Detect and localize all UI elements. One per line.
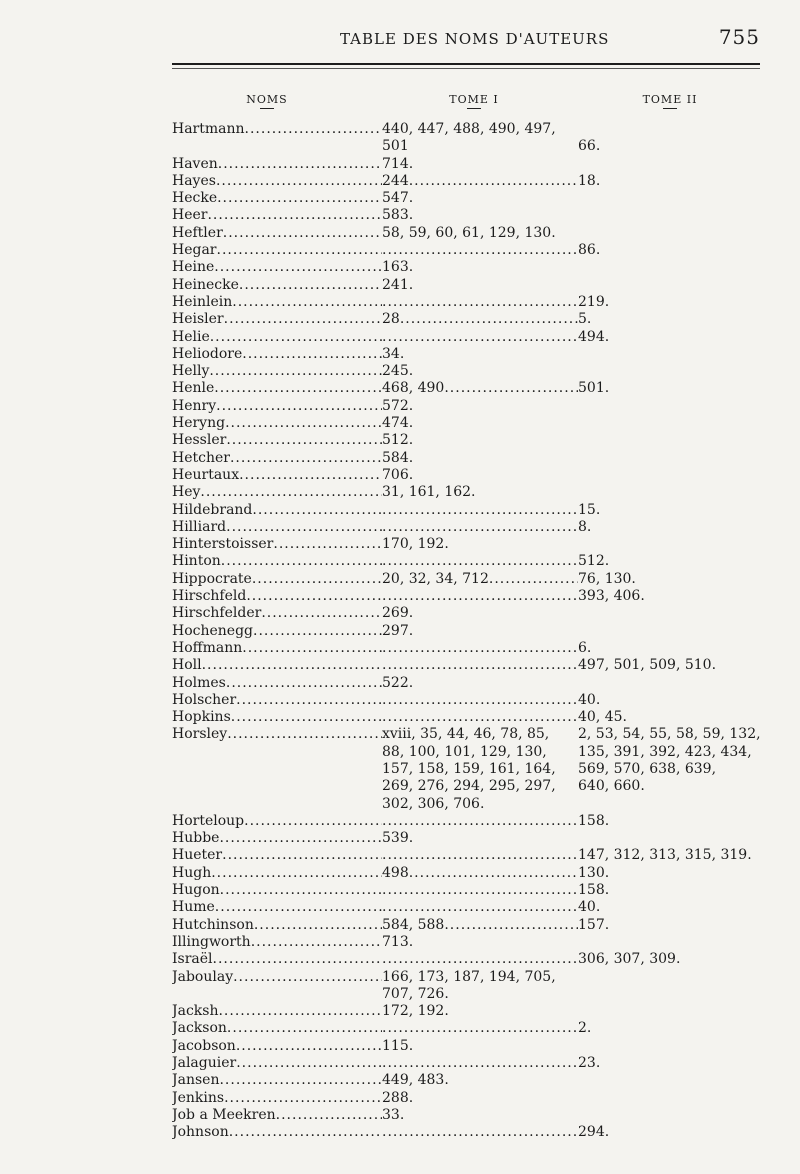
author-name: Jacksh [172,1003,219,1020]
dot-leader [382,813,578,830]
tome2-pages [578,259,772,276]
dot-leader [276,1107,382,1124]
dot-leader [382,553,578,570]
index-entry [172,1124,772,1141]
author-name: Hutchinson [172,916,254,933]
author-name: Holmes [172,674,226,691]
author-name: Heurtaux [172,466,240,483]
tome2-pages: 158. [578,882,610,899]
tome2-pages [578,605,772,622]
dot-leader [382,1124,578,1141]
dot-leader [225,415,382,432]
dot-leader [236,1055,382,1072]
index-entry [172,294,772,311]
author-name: Jaboulay [172,968,234,985]
tome1-pages: 474. [382,415,414,432]
tome2-pages: 501. [578,380,610,397]
author-name: Hirschfelder [172,605,262,622]
tome2-pages [578,346,772,363]
dot-leader [382,882,578,899]
index-entry [172,692,772,709]
tome2-pages [578,484,772,501]
index-entry [172,277,772,294]
dot-leader [252,571,382,588]
author-name: Henle [172,380,215,397]
dot-leader [251,934,382,951]
dot-leader [219,830,382,847]
dot-leader [224,311,382,328]
index-entry [172,553,772,570]
author-name: Hugh [172,864,212,881]
dot-leader [216,173,382,190]
index-entry [172,346,772,363]
dot-leader [382,1055,578,1072]
index-entry [172,467,772,484]
tome2-pages [578,190,772,207]
tome2-pages: 5. [578,311,592,328]
tome2-pages [578,969,772,1004]
dot-leader [246,588,382,605]
index-entry [172,329,772,346]
tome1-pages: 440, 447, 488, 490, 497, 501 [382,121,556,155]
tome2-pages: 66. [578,138,601,155]
tome1-pages: 241. [382,276,414,293]
tome2-pages [578,277,772,294]
dot-leader [229,1124,382,1141]
tome2-pages: 40. [578,691,601,708]
index-entry [172,571,772,588]
author-name: Heer [172,207,208,224]
author-name: Hochenegg [172,622,254,639]
tome1-pages: 166, 173, 187, 194, 705, 707, 726. [382,968,556,1002]
dot-leader [233,969,382,1004]
tome2-pages [578,415,772,432]
dot-leader [236,692,382,709]
index-entry [172,242,772,259]
author-name: Heisler [172,311,224,328]
author-name: Hegar [172,242,217,259]
tome1-pages: 245. [382,363,414,380]
dot-leader [209,363,382,380]
tome2-pages [578,156,772,173]
author-name: Illingworth [172,933,251,950]
dot-leader [242,640,382,657]
author-name: Holl [172,657,202,674]
dot-leader [227,1020,382,1037]
index-entry [172,709,772,726]
dot-leader [218,1003,382,1020]
dot-leader [239,467,382,484]
tome2-pages: 157. [578,916,610,933]
tome2-pages [578,675,772,692]
author-index [172,121,772,1142]
tome2-pages [578,1003,772,1020]
index-entry [172,519,772,536]
tome2-pages [578,830,772,847]
index-entry [172,207,772,224]
tome1-pages: 539. [382,830,414,847]
author-name: Henry [172,397,217,414]
tome2-pages: 40. [578,899,601,916]
tome2-pages: 15. [578,501,601,518]
dot-leader [222,847,382,864]
author-name: Heftler [172,224,223,241]
author-name: Johnson [172,1124,229,1141]
tome2-pages: 18. [578,172,601,189]
author-name: Hilliard [172,518,227,535]
tome1-pages: 244 [382,172,409,189]
tome2-pages [578,1090,772,1107]
author-name: Horsley [172,726,228,743]
dot-leader [382,519,578,536]
author-name: Hoffmann [172,639,243,656]
index-entry [172,121,772,156]
dot-leader [224,1090,382,1107]
tome2-pages [578,432,772,449]
header-rule-thin [172,68,760,69]
tome2-pages: 294. [578,1124,610,1141]
dot-leader [489,571,578,588]
dot-leader [409,865,578,882]
index-entry [172,259,772,276]
dot-leader [382,242,578,259]
dot-leader [382,640,578,657]
index-entry [172,588,772,605]
tome2-pages: 219. [578,293,610,310]
tome2-pages: 393, 406. [578,588,645,605]
author-name: Holscher [172,691,237,708]
tome2-pages [578,1038,772,1055]
index-entry [172,882,772,899]
running-head: TABLE DES NOMS D'AUTEURS [340,30,610,48]
dot-leader [216,398,382,415]
author-name: Hetcher [172,449,230,466]
dot-leader [382,588,578,605]
index-entry [172,432,772,449]
dot-leader [223,225,382,242]
tome1-pages: 34. [382,345,405,362]
author-name: Heine [172,259,215,276]
index-entry [172,398,772,415]
author-name: Hartmann [172,121,245,137]
dot-leader [221,553,382,570]
tome1-pages: 706. [382,466,414,483]
tome1-pages: 584. [382,449,414,466]
index-entry [172,865,772,882]
dot-leader [409,173,578,190]
author-name: Hayes [172,172,216,189]
tome2-pages: 23. [578,1055,601,1072]
dot-leader [400,311,578,328]
index-entry [172,605,772,622]
author-name: Heryng [172,415,226,432]
tome1-pages: 163. [382,259,414,276]
index-entry [172,415,772,432]
tome2-pages [578,207,772,224]
column-header-noms: NOMS [245,93,289,109]
dot-leader [242,346,382,363]
dot-leader [382,1020,578,1037]
author-name: Hubbe [172,830,220,847]
author-name: Horteloup [172,812,245,829]
dot-leader [217,242,383,259]
dot-leader [252,502,382,519]
tome2-pages [578,536,772,553]
dot-leader [382,657,578,674]
dot-leader [382,847,578,864]
author-name: Hippocrate [172,570,252,587]
tome2-pages [578,398,772,415]
tome2-pages: 2. [578,1020,592,1037]
author-name: Haven [172,155,218,172]
dot-leader [382,294,578,311]
tome2-pages: 147, 312, 313, 315, 319. [578,847,752,864]
tome2-pages: 497, 501, 509, 510. [578,657,717,674]
dot-leader [211,865,382,882]
author-name: Hume [172,899,215,916]
dot-leader [227,726,382,812]
dot-leader [214,380,382,397]
dot-leader [239,277,382,294]
dot-leader [273,536,382,553]
dot-leader [219,1072,382,1089]
tome1-pages: 28 [382,311,400,328]
author-name: Heinecke [172,276,239,293]
author-name: Hinterstoisser [172,536,274,553]
tome1-pages: 583. [382,207,414,224]
index-entry [172,813,772,830]
tome2-pages: 6. [578,639,592,656]
index-entry [172,450,772,467]
column-header-tome1: TOME I [446,93,502,109]
author-name: Hildebrand [172,501,253,518]
dot-leader [382,899,578,916]
index-entry [172,899,772,916]
dot-leader [261,605,382,622]
author-name: Jacobson [172,1037,236,1054]
page-number: 755 [718,25,760,49]
tome2-pages: 76, 130. [578,570,636,587]
header-rule [172,63,760,65]
tome2-pages [578,623,772,640]
tome2-pages [578,467,772,484]
index-entry [172,951,772,968]
dot-leader [254,917,382,934]
author-name: Jansen [172,1072,220,1089]
dot-leader [226,519,382,536]
index-entry [172,156,772,173]
tome1-pages: 713. [382,933,414,950]
author-name: Hopkins [172,709,231,726]
index-entry [172,1020,772,1037]
dot-leader [253,623,382,640]
index-entry [172,502,772,519]
index-entry [172,536,772,553]
tome1-pages: 33. [382,1106,405,1123]
dot-leader [207,207,382,224]
tome1-pages: 115. [382,1037,414,1054]
dot-leader [382,709,578,726]
tome2-pages [578,450,772,467]
dot-leader [244,813,382,830]
index-entry [172,657,772,674]
tome1-pages: 522. [382,674,414,691]
dot-leader [226,675,382,692]
index-entry [172,847,772,864]
tome2-pages: 512. [578,553,610,570]
author-name: Israël [172,951,213,968]
index-entry [172,640,772,657]
index-entry [172,484,772,501]
dot-leader [202,657,382,674]
index-entry [172,1003,772,1020]
tome2-pages: 2, 53, 54, 55, 58, 59, 132, 135, 391, 392, 423, 434, 569, 570, 638, 639, 640, 660. [578,726,761,795]
tome1-pages: xviii, 35, 44, 46, 78, 85, 88, 100, 101, 129, 130, 157, 158, 159, 161, 164, 269, 276, 294, 295, 297, 302, 306, 706. [382,726,556,812]
tome1-pages: 58, 59, 60, 61, 129, 130. [382,224,556,241]
index-entry [172,830,772,847]
tome1-pages: 584, 588 [382,916,445,933]
author-name: Jenkins [172,1089,225,1106]
dot-leader [218,156,382,173]
author-name: Hirschfeld [172,588,247,605]
dot-leader [213,951,382,968]
tome2-pages: 8. [578,518,592,535]
tome1-pages: 498 [382,864,409,881]
index-entry [172,363,772,380]
column-header-tome2: TOME II [642,93,698,109]
tome1-pages: 20, 32, 34, 712 [382,570,489,587]
tome1-pages: 512. [382,432,414,449]
tome1-pages: 170, 192. [382,536,449,553]
dot-leader [382,692,578,709]
dot-leader [217,190,382,207]
author-name: Hessler [172,432,227,449]
tome1-pages: 449, 483. [382,1072,449,1089]
index-entry [172,1107,772,1124]
author-name: Heliodore [172,345,243,362]
tome2-pages [578,363,772,380]
author-name: Jackson [172,1020,227,1037]
index-entry [172,917,772,934]
dot-leader [226,432,382,449]
author-name: Hueter [172,847,223,864]
tome1-pages: 288. [382,1089,414,1106]
tome2-pages: 40, 45. [578,709,627,726]
index-entry [172,623,772,640]
tome1-pages: 572. [382,397,414,414]
dot-leader [210,329,382,346]
index-entry [172,380,772,397]
dot-leader [382,951,578,968]
dot-leader [214,259,382,276]
dot-leader [444,917,578,934]
author-name: Heinlein [172,293,233,310]
dot-leader [382,329,578,346]
index-entry [172,173,772,190]
dot-leader [230,450,382,467]
author-name: Hugon [172,882,220,899]
dot-leader [220,882,382,899]
tome2-pages: 494. [578,328,610,345]
index-entry [172,1090,772,1107]
dot-leader [232,294,382,311]
author-name: Job a Meekren [172,1106,276,1123]
dot-leader [444,380,578,397]
tome2-pages [578,1072,772,1089]
index-entry [172,675,772,692]
dot-leader [231,709,382,726]
tome2-pages: 130. [578,864,610,881]
author-name: Jalaguier [172,1055,237,1072]
tome1-pages: 172, 192. [382,1003,449,1020]
tome1-pages: 31, 161, 162. [382,484,476,501]
author-name: Hey [172,484,201,501]
author-name: Helly [172,363,210,380]
index-entry [172,1072,772,1089]
index-entry [172,1055,772,1072]
dot-leader [382,502,578,519]
tome2-pages [578,1107,772,1124]
tome1-pages: 269. [382,605,414,622]
index-entry [172,726,772,812]
index-entry [172,934,772,951]
index-entry [172,311,772,328]
tome1-pages: 468, 490 [382,380,445,397]
author-name: Helie [172,328,210,345]
tome2-pages [578,934,772,951]
index-entry [172,190,772,207]
tome1-pages: 714. [382,155,414,172]
index-entry [172,969,772,1004]
author-name: Hinton [172,553,221,570]
tome2-pages: 158. [578,812,610,829]
dot-leader [245,121,382,156]
tome2-pages: 306, 307, 309. [578,951,681,968]
tome1-pages: 297. [382,622,414,639]
index-entry [172,225,772,242]
dot-leader [215,899,382,916]
tome2-pages: 86. [578,242,601,259]
index-entry [172,1038,772,1055]
dot-leader [236,1038,382,1055]
tome1-pages: 547. [382,190,414,207]
author-name: Hecke [172,190,218,207]
tome2-pages [578,225,772,242]
dot-leader [200,484,382,501]
